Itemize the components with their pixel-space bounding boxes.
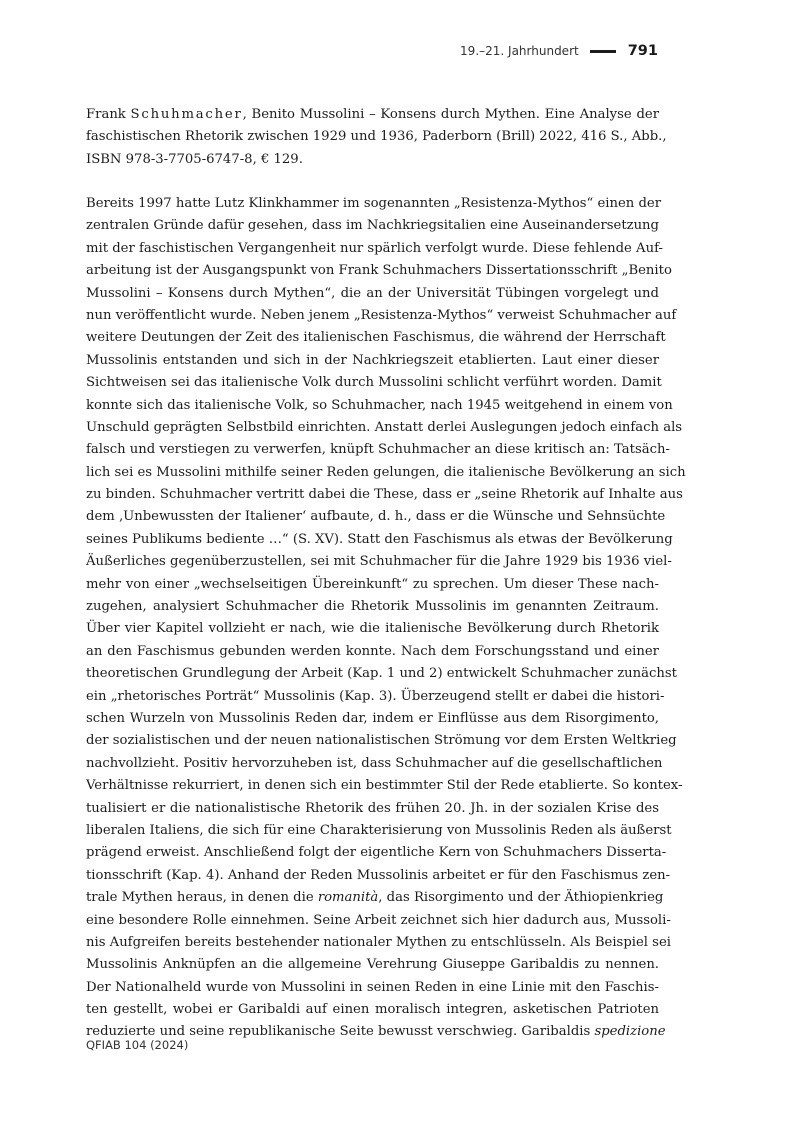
body-line: seines Publikums bediente …“ (S. XV). Statt den Faschismus als etwas der Bevölkerung	[86, 531, 673, 547]
body-line: zu binden. Schuhmacher vertritt dabei die These, dass er „seine Rhetorik auf Inhalte aus	[86, 487, 683, 503]
body-line: ten gestellt, wobei er Garibaldi auf einen moralisch integren, asketischen Patrioten	[86, 1002, 659, 1018]
italic-term-spedizione: spedizione	[594, 1024, 666, 1040]
body-line: zugehen, analysiert Schuhmacher die Rhetorik Mussolinis im genannten Zeitraum.	[86, 599, 659, 615]
body-line: weitere Deutungen der Zeit des italienischen Faschismus, die während der Herrschaft	[86, 330, 666, 346]
body-line: Sichtweisen sei das italienische Volk durch Mussolini schlicht verführt worden. Damit	[86, 375, 662, 391]
body-line: schen Wurzeln von Mussolinis Reden dar, indem er Einflüsse aus dem Risorgimento,	[86, 710, 659, 726]
body-line: mehr von einer „wechselseitigen Übereinkunft“ zu sprechen. Um dieser These nach-	[86, 576, 659, 592]
body-line: konnte sich das italienische Volk, so Schuhmacher, nach 1945 weitgehend in einem von	[86, 397, 673, 413]
running-head-section: 19.–21. Jahrhundert	[460, 44, 579, 58]
body-line: theoretischen Grundlegung der Arbeit (Kap. 1 und 2) entwickelt Schuhmacher zunächst	[86, 666, 677, 682]
body-line: Äußerliches gegenüberzustellen, sei mit Schuhmacher für die Jahre 1929 bis 1936 viel-	[86, 554, 672, 570]
body-line: prägend erweist. Anschließend folgt der eigentliche Kern von Schuhmachers Disserta-	[86, 845, 667, 861]
page-number: 791	[627, 43, 658, 59]
citation-title: , Benito Mussolini – Konsens durch Mythen. Eine Analyse der	[242, 107, 659, 122]
body-line: liberalen Italiens, die sich für eine Charakterisierung von Mussolinis Reden als äußerst	[86, 822, 672, 838]
author-surname: Schuhmacher	[130, 107, 243, 122]
body-line: Mussolinis Anknüpfen an die allgemeine Verehrung Giuseppe Garibaldis zu nennen.	[86, 957, 659, 973]
author-first-name: Frank	[86, 107, 131, 122]
review-citation	[86, 104, 667, 171]
body-line: tualisiert er die nationalistische Rhetorik des frühen 20. Jh. in der sozialen Krise des	[86, 800, 659, 816]
body-line: Mussolinis entstanden und sich in der Nachkriegszeit etablierten. Laut einer dieser	[86, 352, 659, 368]
body-line: Bereits 1997 hatte Lutz Klinkhammer im sogenannten „Resistenza-Mythos“ einen der	[86, 196, 662, 211]
body-line: Über vier Kapitel vollzieht er nach, wie die italienische Bevölkerung durch Rhetorik	[86, 621, 659, 637]
body-line: dem ‚Unbewussten der Italiener‘ aufbaute, d. h., dass er die Wünsche und Sehnsüchte	[86, 509, 666, 525]
body-line: Verhältnisse rekurriert, in denen sich ein bestimmter Stil der Rede etablierte. So kontex-	[86, 778, 683, 794]
body-line: mit der faschistischen Vergangenheit nur spärlich verfolgt wurde. Diese fehlende Auf-	[86, 240, 663, 256]
body-line: arbeitung ist der Ausgangspunkt von Frank Schuhmachers Dissertationsschrift „Benito	[86, 263, 672, 279]
body-line-text: , das Risorgimento und der Äthiopienkrieg	[378, 890, 664, 906]
review-body	[86, 193, 686, 1044]
citation-line: ISBN 978-3-7705-6747-8, € 129.	[86, 151, 303, 167]
body-line	[86, 887, 664, 909]
body-line: eine besondere Rolle einnehmen. Seine Arbeit zeichnet sich hier dadurch aus, Mussoli-	[86, 912, 671, 928]
body-line: an den Faschismus gebunden werden konnte. Nach dem Forschungsstand und einer	[86, 643, 659, 659]
body-line: ein „rhetorisches Porträt“ Mussolinis (Kap. 3). Überzeugend stellt er dabei die histori-	[86, 688, 665, 704]
body-line: Der Nationalheld wurde von Mussolini in seinen Reden in eine Linie mit den Faschis-	[86, 979, 659, 995]
body-line-text: trale Mythen heraus, in denen die	[86, 890, 318, 906]
citation-line	[86, 104, 659, 126]
body-line: zentralen Gründe dafür gesehen, dass im Nachkriegsitalien eine Auseinandersetzung	[86, 218, 659, 234]
body-line: tionsschrift (Kap. 4). Anhand der Reden Mussolinis arbeitet er für den Faschismus zen-	[86, 867, 671, 883]
body-line: nis Aufgreifen bereits bestehender nationaler Mythen zu entschlüsseln. Als Beispiel sei	[86, 934, 671, 950]
running-head	[460, 43, 658, 59]
body-line: Mussolini – Konsens durch Mythen“, die an der Universität Tübingen vorgelegt und	[86, 285, 659, 301]
body-line: Unschuld geprägten Selbstbild einrichten. Anstatt derlei Auslegungen jedoch einfach als	[86, 419, 683, 435]
citation-line: faschistischen Rhetorik zwischen 1929 und 1936, Paderborn (Brill) 2022, 416 S., Abb.,	[86, 129, 667, 145]
body-line: nun veröffentlicht wurde. Neben jenem „Resistenza-Mythos“ verweist Schuhmacher auf	[86, 307, 677, 323]
body-line: der sozialistischen und der neuen nationalistischen Strömung vor dem Ersten Weltkrieg	[86, 733, 677, 749]
italic-term-romanita: romanità	[317, 890, 379, 906]
body-line: falsch und verstiegen zu verwerfen, knüpft Schuhmacher an diese kritisch an: Tatsäch-	[86, 442, 670, 458]
body-line: lich sei es Mussolini mithilfe seiner Reden gelungen, die italienische Bevölkerung an sich	[86, 464, 686, 480]
body-line-text: reduzierte und seine republikanische Seite bewusst verschwieg. Garibaldis	[86, 1024, 595, 1040]
journal-footer: QFIAB 104 (2024)	[86, 1038, 189, 1052]
running-head-rule	[590, 50, 616, 53]
body-line: nachvollzieht. Positiv hervorzuheben ist, dass Schuhmacher auf die gesellschaftlichen	[86, 755, 663, 771]
